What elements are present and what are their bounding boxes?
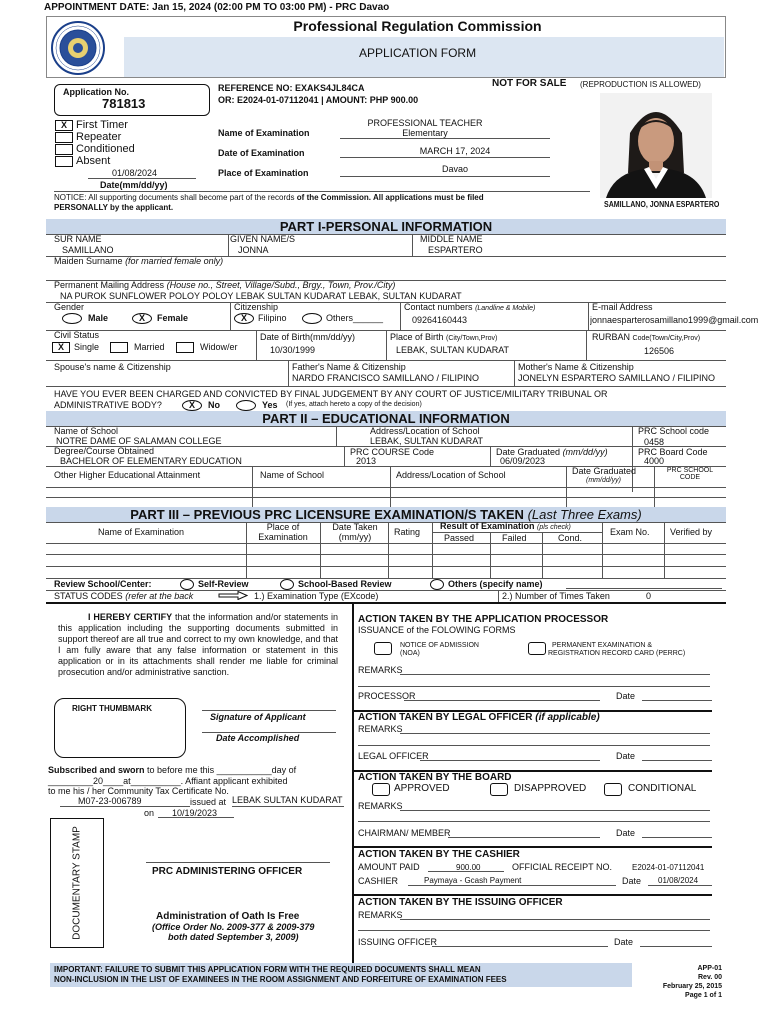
board-code-label: PRC Board Code bbox=[638, 447, 708, 457]
exam-name-value: PROFESSIONAL TEACHER bbox=[367, 118, 483, 128]
exam-type-code: 1.) Examination Type (EXcode) bbox=[254, 591, 379, 601]
father-value: NARDO FRANCISCO SAMILLANO / FILIPINO bbox=[292, 373, 480, 383]
middle-name-label: MIDDLE NAME bbox=[420, 234, 483, 244]
appointment-line: APPOINTMENT DATE: Jan 15, 2024 (02:00 PM TO 03:00 PM) - PRC Davao bbox=[44, 2, 390, 13]
self-review-label: Self-Review bbox=[198, 579, 249, 589]
board-title: ACTION TAKEN BY THE BOARD bbox=[358, 772, 512, 783]
repeater-label: Repeater bbox=[76, 131, 122, 143]
oath-title: Administration of Oath Is Free bbox=[156, 911, 300, 922]
col-result: Result of Examination (pls check) bbox=[440, 521, 571, 531]
or-amount: OR: E2024-01-07112041 | AMOUNT: PHP 900.00 bbox=[218, 95, 419, 105]
self-review-radio[interactable] bbox=[180, 579, 194, 590]
course-code-value: 2013 bbox=[356, 456, 377, 466]
board-remarks: REMARKS bbox=[358, 801, 403, 811]
prc-seal-icon bbox=[50, 20, 106, 76]
processor-title: ACTION TAKEN BY THE APPLICATION PROCESSOR bbox=[358, 614, 609, 625]
documentary-stamp-label: DOCUMENTARY STAMP bbox=[71, 826, 83, 940]
signature-label: Signature of Applicant bbox=[210, 712, 306, 722]
given-name-value: JONNA bbox=[238, 245, 269, 255]
times-taken-label: 2.) Number of Times Taken bbox=[502, 591, 610, 601]
exam-place-label: Place of Examination bbox=[218, 168, 309, 178]
pob-value: LEBAK, SULTAN KUDARAT bbox=[396, 345, 510, 355]
noa-label: NOTICE OF ADMISSION bbox=[400, 642, 479, 649]
charged-question-2: ADMINISTRATIVE BODY? bbox=[54, 400, 162, 410]
issuing-date-label: Date bbox=[614, 937, 634, 947]
spouse-label: Spouse's name & Citizenship bbox=[54, 362, 171, 372]
disapproved-checkbox[interactable] bbox=[490, 783, 508, 796]
amount-paid-label: AMOUNT PAID bbox=[358, 862, 420, 872]
on-label: on bbox=[144, 808, 155, 818]
noa-sub: (NOA) bbox=[400, 650, 420, 657]
others-label: Others______ bbox=[326, 313, 384, 323]
date-accomplished-caption: Date Accomplished bbox=[216, 733, 300, 743]
disapproved-label: DISAPPROVED bbox=[514, 783, 587, 794]
col-date-taken: Date Taken (mm/yy) bbox=[332, 522, 378, 542]
board-date-label: Date bbox=[616, 828, 636, 838]
maiden-label: Maiden Surname (for married female only) bbox=[54, 256, 224, 266]
charged-yes-label: Yes bbox=[262, 400, 278, 410]
legal-title: ACTION TAKEN BY LEGAL OFFICER (if applicable) bbox=[358, 712, 600, 723]
surname-value: SAMILLANO bbox=[62, 245, 114, 255]
date-accomplished-label: Date(mm/dd/yy) bbox=[100, 180, 168, 190]
first-timer-label: First Timer bbox=[76, 119, 128, 131]
receipt-label: OFFICIAL RECEIPT NO. bbox=[512, 862, 613, 872]
pob-label: Place of Birth (City/Town,Prov) bbox=[390, 332, 498, 342]
school-value: NOTRE DAME OF SALAMAN COLLEGE bbox=[56, 436, 222, 446]
form-title: APPLICATION FORM bbox=[358, 46, 477, 60]
other-prc-code-label: PRC SCHOOL CODE bbox=[666, 467, 714, 481]
sworn-line-2: _________20____at__________. Affiant applicant exhibited bbox=[48, 776, 288, 786]
school-address-label: Address/Location of School bbox=[370, 426, 480, 436]
rurban-label: RURBAN Code(Town/City,Prov) bbox=[592, 332, 701, 342]
exam-place-value: Davao bbox=[441, 164, 468, 174]
notice-bold: PERSONALLY by the applicant. bbox=[54, 203, 174, 212]
perrc-checkbox[interactable] bbox=[528, 642, 546, 655]
application-number: 781813 bbox=[102, 96, 146, 111]
email-value: jonnaesparterosamillano1999@gmail.com bbox=[590, 315, 759, 325]
other-education-label: Other Higher Educational Attainment bbox=[54, 470, 201, 480]
status-codes-label: STATUS CODES (refer at the back bbox=[54, 591, 194, 601]
others-radio[interactable] bbox=[302, 313, 322, 324]
absent-label: Absent bbox=[76, 155, 111, 167]
receipt-value: E2024-01-07112041 bbox=[632, 863, 705, 872]
conditional-checkbox[interactable] bbox=[604, 783, 622, 796]
amount-paid-value: 900.00 bbox=[456, 863, 481, 872]
exam-date-label: Date of Examination bbox=[218, 148, 305, 158]
sworn-line-1: Subscribed and sworn to before me this ___________day of bbox=[48, 765, 297, 775]
issuing-remarks: REMARKS bbox=[358, 910, 403, 920]
degree-label: Degree/Course Obtained bbox=[54, 446, 155, 456]
legal-date-label: Date bbox=[616, 751, 636, 761]
legal-remarks: REMARKS bbox=[358, 724, 403, 734]
school-review-radio[interactable] bbox=[280, 579, 294, 590]
col-passed: Passed bbox=[444, 533, 475, 543]
degree-value: BACHELOR OF ELEMENTARY EDUCATION bbox=[60, 456, 242, 466]
dob-value: 10/30/1999 bbox=[270, 345, 316, 355]
thumbmark-label: RIGHT THUMBMARK bbox=[72, 704, 152, 713]
applicant-photo bbox=[600, 93, 712, 198]
other-address-label: Address/Location of School bbox=[396, 470, 506, 480]
processor-remarks: REMARKS bbox=[358, 665, 403, 675]
approved-checkbox[interactable] bbox=[372, 783, 390, 796]
oath-line-2: both dated September 3, 2009) bbox=[168, 932, 299, 942]
school-code-label: PRC School code bbox=[638, 426, 710, 436]
school-review-label: School-Based Review bbox=[298, 579, 392, 589]
col-rating: Rating bbox=[394, 527, 421, 537]
processor-date-label: Date bbox=[616, 691, 636, 701]
single-label: Single bbox=[74, 342, 100, 352]
issuance-label: ISSUANCE of the FOLOWING FORMS bbox=[358, 625, 516, 635]
others-review-radio[interactable] bbox=[430, 579, 444, 590]
sworn-line-3: to me his / her Community Tax Certificate No. bbox=[48, 786, 229, 796]
perrc-label: PERMANENT EXAMINATION & bbox=[552, 642, 653, 649]
school-label: Name of School bbox=[54, 426, 119, 436]
charged-yes-radio[interactable] bbox=[236, 400, 256, 411]
noa-checkbox[interactable] bbox=[374, 642, 392, 655]
filipino-radio[interactable]: X bbox=[234, 313, 254, 324]
notice-text: NOTICE: All supporting documents shall become part of the records of the Commission. All applications must be filed bbox=[54, 193, 484, 202]
application-number-label: Application No. bbox=[63, 87, 129, 97]
col-exam-name: Name of Examination bbox=[98, 527, 185, 537]
processor-label: PROCESSOR bbox=[358, 691, 416, 701]
part3-title: PART III – PREVIOUS PRC LICENSURE EXAMINATION/S TAKEN (Last Three Exams) bbox=[46, 507, 726, 522]
cashier-label: CASHIER bbox=[358, 876, 399, 886]
photo-caption: SAMILLANO, JONNA ESPARTERO bbox=[604, 200, 720, 209]
female-label: Female bbox=[157, 313, 189, 323]
administering-officer: PRC ADMINISTERING OFFICER bbox=[152, 866, 303, 877]
filipino-label: Filipino bbox=[258, 313, 287, 323]
perrc-sub: REGISTRATION RECORD CARD (PERRC) bbox=[548, 650, 686, 657]
exam-name-sub: Elementary bbox=[402, 128, 448, 138]
middle-name-value: ESPARTERO bbox=[428, 245, 483, 255]
on-date: 10/19/2023 bbox=[172, 808, 218, 818]
other-school-label: Name of School bbox=[260, 470, 325, 480]
given-name-label: GIVEN NAME/S bbox=[230, 234, 296, 244]
important-line-2: NON-INCLUSION IN THE LIST OF EXAMINEES IN THE ROOM ASSIGNMENT AND FORFEITURE OF EXAMINATION FEES bbox=[54, 975, 507, 984]
form-code: APP-01 Rev. 00 February 25, 2015 Page 1 of 1 bbox=[662, 965, 722, 999]
mother-label: Mother's Name & Citizenship bbox=[518, 362, 634, 372]
ctc-number: M07-23-006789 bbox=[78, 796, 142, 806]
graduated-label: Date Graduated (mm/dd/yy) bbox=[496, 447, 608, 457]
issued-at-value: LEBAK SULTAN KUDARAT bbox=[232, 795, 343, 805]
legal-officer-label: LEGAL OFFICER bbox=[358, 751, 429, 761]
conditional-label: CONDITIONAL bbox=[628, 783, 697, 794]
arrow-right-icon bbox=[218, 591, 248, 600]
repeater-checkbox[interactable] bbox=[55, 132, 73, 143]
col-verified: Verified by bbox=[670, 527, 713, 537]
others-review-label: Others (specify name) bbox=[448, 579, 543, 589]
other-graduated-note: (mm/dd/yy) bbox=[586, 477, 621, 484]
issuing-officer-label: ISSUING OFFICER bbox=[358, 937, 438, 947]
charged-no-label: No bbox=[208, 400, 220, 410]
widow-checkbox[interactable] bbox=[176, 342, 194, 353]
col-place: Place of Examination bbox=[258, 522, 308, 542]
certification-text: I HEREBY CERTIFY that the information and/or statements in this application including the supporting documents submitted in support thereof are all true and correct to my own knowledge, and that I am fully aware that any false information or statement in this application or in its attachments shall render me liable for criminal prosecution and/or administrative sanction. bbox=[58, 612, 338, 677]
cashier-value: Paymaya - Gcash Payment bbox=[424, 876, 522, 885]
cashier-date-label: Date bbox=[622, 876, 642, 886]
issuing-title: ACTION TAKEN BY THE ISSUING OFFICER bbox=[358, 897, 563, 908]
chairman-label: CHAIRMAN/ MEMBER bbox=[358, 828, 451, 838]
not-for-sale: NOT FOR SALE bbox=[492, 78, 567, 89]
surname-label: SUR NAME bbox=[54, 234, 102, 244]
col-exam-no: Exam No. bbox=[610, 527, 650, 537]
first-timer-checkbox[interactable]: X bbox=[55, 120, 73, 131]
civil-status-label: Civil Status bbox=[54, 330, 100, 340]
board-code-value: 4000 bbox=[644, 456, 665, 466]
exam-date-value: MARCH 17, 2024 bbox=[419, 146, 491, 156]
mother-value: JONELYN ESPARTERO SAMILLANO / FILIPINO bbox=[518, 373, 716, 383]
graduated-value: 06/09/2023 bbox=[500, 456, 546, 466]
married-checkbox[interactable] bbox=[110, 342, 128, 353]
school-code-value: 0458 bbox=[644, 437, 665, 447]
issued-at-label: issued at bbox=[190, 797, 227, 807]
email-label: E-mail Address bbox=[592, 302, 653, 312]
important-line-1: IMPORTANT: FAILURE TO SUBMIT THIS APPLICATION FORM WITH THE REQUIRED DOCUMENTS SHALL MEAN bbox=[54, 965, 481, 974]
male-label: Male bbox=[88, 313, 109, 323]
reproduction-note: (REPRODUCTION IS ALLOWED) bbox=[580, 80, 701, 89]
rurban-value: 126506 bbox=[644, 346, 675, 356]
address-label: Permanent Mailing Address (House no., Street, Village/Subd., Brgy., Town, Prov./City) bbox=[54, 280, 396, 290]
address-value: NA PUROK SUNFLOWER POLOY POLOY LEBAK SULTAN KUDARAT LEBAK, SULTAN KUDARAT bbox=[60, 291, 462, 301]
single-checkbox[interactable]: X bbox=[52, 342, 70, 353]
part1-title: PART I-PERSONAL INFORMATION bbox=[46, 219, 726, 234]
dob-label: Date of Birth(mm/dd/yy) bbox=[260, 332, 356, 342]
course-code-label: PRC COURSE Code bbox=[350, 447, 435, 457]
col-failed: Failed bbox=[502, 533, 527, 543]
other-graduated-label: Date Graduated bbox=[572, 466, 637, 476]
review-label: Review School/Center: bbox=[54, 579, 152, 589]
contact-value: 09264160443 bbox=[412, 315, 468, 325]
gender-label: Gender bbox=[54, 302, 85, 312]
charged-yes-note: (If yes, attach hereto a copy of the decision) bbox=[286, 401, 422, 408]
cashier-date-value: 01/08/2024 bbox=[658, 876, 699, 885]
charged-question: HAVE YOU EVER BEEN CHARGED AND CONVICTED BY FINAL JUDGEMENT BY ANY COURT OF JUSTICE/MILITARY TRIBUNAL OR bbox=[54, 389, 608, 399]
times-taken-value: 0 bbox=[646, 591, 652, 601]
citizenship-label: Citizenship bbox=[234, 302, 279, 312]
cashier-title: ACTION TAKEN BY THE CASHIER bbox=[358, 849, 520, 860]
absent-checkbox[interactable] bbox=[55, 156, 73, 167]
oath-line-1: (Office Order No. 2009-377 & 2009-379 bbox=[152, 922, 315, 932]
col-conditional: Cond. bbox=[558, 533, 583, 543]
charged-no-radio[interactable]: X bbox=[182, 400, 202, 411]
commission-title: Professional Regulation Commission bbox=[293, 18, 542, 34]
conditioned-checkbox[interactable] bbox=[55, 144, 73, 155]
married-label: Married bbox=[134, 342, 165, 352]
school-address-value: LEBAK, SULTAN KUDARAT bbox=[370, 436, 484, 446]
part2-title: PART II – EDUCATIONAL INFORMATION bbox=[46, 411, 726, 426]
contact-label: Contact numbers (Landline & Mobile) bbox=[404, 302, 536, 312]
male-radio[interactable] bbox=[62, 313, 82, 324]
female-radio[interactable]: X bbox=[132, 313, 152, 324]
reference-number: REFERENCE NO: EXAKS4JL84CA bbox=[218, 83, 365, 93]
approved-label: APPROVED bbox=[394, 783, 450, 794]
conditioned-label: Conditioned bbox=[76, 143, 135, 155]
widow-label: Widow/er bbox=[200, 342, 238, 352]
exam-name-label: Name of Examination bbox=[218, 128, 310, 138]
father-label: Father's Name & Citizenship bbox=[292, 362, 406, 372]
date-accomplished-value: 01/08/2024 bbox=[112, 168, 158, 178]
